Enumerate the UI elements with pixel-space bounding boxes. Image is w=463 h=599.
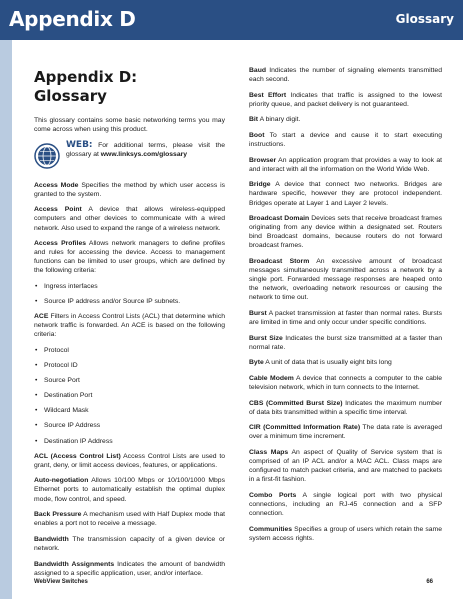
glossary-term: CBS (Committed Burst Size) — [249, 399, 343, 407]
glossary-entry — [249, 525, 442, 543]
section-title: Glossary — [395, 12, 454, 26]
sidebar-stripe — [0, 40, 12, 599]
glossary-definition: Indicates the amount of bandwidth assigned to a specific application, user, and/or interface. — [34, 560, 225, 577]
web-label: WEB: — [66, 139, 93, 150]
glossary-entry — [34, 239, 225, 275]
list-item: • Protocol ID — [34, 361, 225, 370]
glossary-entry — [249, 448, 442, 484]
glossary-definition: Indicates the maximum number of data bits transmitted within a specific time interval. — [249, 399, 442, 416]
glossary-entry — [34, 452, 225, 470]
glossary-entry — [34, 205, 225, 232]
glossary-definition: A single logical port with two physical connections, including an RJ-45 connection and a SFP connection. — [249, 491, 442, 518]
glossary-term: Combo Ports — [249, 491, 297, 499]
glossary-term: Bridge — [249, 181, 271, 189]
glossary-definition: An excessive amount of broadcast messages simultaneously transmitted across a network by a single port. Forwarded message responses are heaped onto the network, overloading network resources or causing the network to time out. — [249, 258, 442, 302]
glossary-term: Bandwidth Assignments — [34, 560, 115, 568]
glossary-term: Back Pressure — [34, 511, 82, 519]
footer-product: WebView Switches — [34, 579, 88, 585]
glossary-term: Auto-negotiation — [34, 477, 89, 485]
glossary-entry — [249, 214, 442, 250]
glossary-definition: A device that connect two networks. Bridges are hardware specific, however they are protocol independent. Bridges operate at Layer 1 and Layer 2 levels. — [249, 181, 442, 207]
page-title: Appendix D: Glossary — [34, 68, 138, 105]
glossary-term: Best Effort — [249, 91, 287, 99]
ace-criteria — [34, 346, 225, 446]
list-item: • Source Port — [34, 376, 225, 385]
web-note — [34, 141, 225, 173]
glossary-term: Access Profiles — [34, 240, 87, 248]
glossary-entry — [34, 181, 225, 199]
list-item: • Wildcard Mask — [34, 406, 225, 415]
glossary-entry — [34, 312, 225, 339]
glossary-entry — [249, 334, 442, 352]
glossary-entry — [249, 115, 442, 124]
glossary-entry — [249, 491, 442, 518]
glossary-term: Cable Modem — [249, 374, 294, 382]
glossary-entry — [249, 399, 442, 417]
glossary-definition: A mechanism used with Half Duplex mode that enables a port not to receive a message. — [34, 511, 226, 528]
glossary-definition: Allows 10/100 Mbps or 10/100/1000 Mbps Ethernet ports to automatically establish the optimal duplex mode, flow control, and speed. — [34, 477, 225, 503]
globe-icon — [34, 143, 60, 169]
right-column — [249, 66, 442, 549]
glossary-entries-right — [249, 66, 442, 543]
glossary-term: Access Point — [34, 206, 82, 214]
glossary-entries-left — [34, 181, 225, 276]
intro-text: This glossary contains some basic networking terms you may come across when using this product. — [34, 117, 225, 134]
glossary-definition: An application program that provides a way to look at and interact with all the information on the World Wide Web. — [249, 156, 442, 173]
glossary-definition: Allows network managers to define profiles and rules for accessing the device. Access to management functions can be limited to user groups, which are defined by the following criteria: — [34, 240, 225, 275]
web-text: For additional terms, please visit the glossary at — [66, 141, 225, 158]
glossary-definition: The data rate is averaged over a minimum time increment. — [249, 424, 442, 441]
glossary-definition: An aspect of Quality of Service system that is comprised of an IP ACL and/or a MAC ACL. Class maps are configured to match packet criteria, and are matched to packets in a first-fit fashion. — [249, 449, 443, 484]
glossary-term: CIR (Committed Information Rate) — [249, 424, 361, 432]
chapter-title: Appendix D — [9, 7, 136, 31]
glossary-term: Class Maps — [249, 449, 289, 456]
list-item: • Source IP address and/or Source IP subnets. — [34, 297, 225, 306]
page-header — [0, 0, 463, 40]
glossary-entries-left-2 — [34, 452, 225, 578]
glossary-entry — [249, 156, 442, 174]
glossary-entry — [249, 257, 442, 302]
glossary-definition: A packet transmission at faster than normal rates. Bursts are limited in time and only occur under specific conditions. — [249, 309, 443, 327]
glossary-term: ACL (Access Control List) — [34, 452, 121, 460]
glossary-entry — [249, 66, 442, 84]
list-item: • Destination IP Address — [34, 437, 225, 446]
access-profile-criteria — [34, 282, 225, 306]
glossary-entry — [249, 358, 442, 367]
glossary-term: Bit — [249, 116, 259, 124]
glossary-definition: A unit of data that is usually eight bits long — [265, 359, 392, 367]
glossary-entry — [249, 374, 442, 392]
glossary-definition: Specifies the method by which user access is granted to the system. — [34, 181, 226, 198]
glossary-term: Baud — [249, 67, 266, 74]
glossary-entry — [34, 560, 225, 578]
list-item: • Source IP Address — [34, 421, 225, 430]
glossary-entry — [34, 510, 225, 528]
left-column — [34, 68, 225, 584]
glossary-entry — [34, 476, 225, 503]
list-item: • Protocol — [34, 346, 225, 355]
glossary-entry — [249, 180, 442, 207]
glossary-definition: A device that allows wireless-equipped computers and other devices to communicate with a wired network. Also used to expand the range of a wireless network. — [34, 206, 226, 232]
glossary-term: Burst Size — [249, 334, 283, 342]
glossary-definition: Devices sets that receive broadcast frames originating from any device within a designated set. Routers bind Broadcast domains, because routers do not forward broadcast frames. — [249, 215, 442, 250]
list-item: • Ingress interfaces — [34, 282, 225, 291]
glossary-term: Boot — [249, 131, 265, 139]
glossary-term: Burst — [249, 309, 267, 317]
glossary-definition: To start a device and cause it to start executing instructions. — [249, 131, 442, 149]
glossary-term: Browser — [249, 156, 277, 164]
glossary-term: ACE — [34, 313, 49, 321]
glossary-definition: Indicates that traffic is assigned to the lowest priority queue, and packet delivery is not guaranteed. — [249, 91, 442, 108]
glossary-term: Access Mode — [34, 181, 79, 189]
glossary-definition: Specifies a group of users which retain the same system access rights. — [249, 525, 443, 542]
glossary-definition: A device that connects a computer to the cable television network, which in turn connects to the Internet. — [249, 374, 443, 392]
glossary-entry — [249, 131, 442, 149]
glossary-term: Byte — [249, 359, 264, 367]
glossary-definition: The transmission capacity of a given device or network. — [34, 535, 226, 552]
glossary-definition: A binary digit. — [259, 116, 301, 124]
glossary-term: Communities — [249, 525, 293, 533]
glossary-definition: Indicates the burst size transmitted at a faster than normal rate. — [249, 334, 442, 351]
glossary-entry — [249, 91, 442, 109]
glossary-term: Broadcast Storm — [249, 258, 310, 265]
glossary-definition: Access Control Lists are used to grant, deny, or limit access devices, features, or applications. — [34, 452, 226, 469]
page-number: 66 — [426, 579, 433, 585]
glossary-link[interactable]: www.linksys.com/glossary — [100, 150, 188, 158]
glossary-definition: Indicates the number of signaling elements transmitted each second. — [249, 67, 442, 84]
glossary-term: Broadcast Domain — [249, 215, 310, 223]
glossary-entry — [34, 535, 225, 553]
glossary-entry — [249, 423, 442, 441]
glossary-entry — [249, 309, 442, 327]
glossary-definition: Filters in Access Control Lists (ACL) that determine which network traffic is forwarded. An ACE is based on the following criteria: — [34, 313, 225, 339]
glossary-term: Bandwidth — [34, 535, 69, 543]
list-item: • Destination Port — [34, 391, 225, 400]
